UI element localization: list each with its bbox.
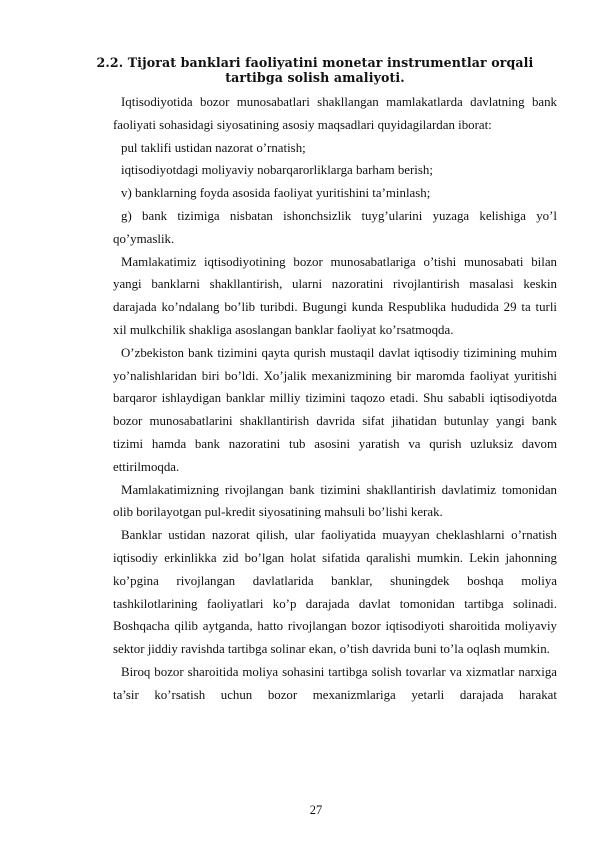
body-text	[113, 91, 557, 707]
paragraph: O’zbekiston bank tizimini qayta qurish mustaqil davlat iqtisodiy tizimining muhim yo’nalishlaridan biri bo’ldi. Xo’jalik mexanizmining bir maromda faoliyat yuritishi barqaror ishlaydigan banklar milliy tizimini taqozo etadi. Shu sababli iqtisodiyotda bozor munosabatlarini shakllantirish davrida sifat jihatidan butunlay yangi bank tizimi hamda bank nazoratini tub asosini yaratish va qurish uzluksiz davom ettirilmoqda.	[113, 345, 557, 474]
heading-line-2: tartibga solish amaliyoti.	[225, 70, 405, 85]
list-item: v) banklarning foyda asosida faoliyat yuritishini ta’minlash;	[121, 186, 431, 201]
paragraph: Mamlakatimiz iqtisodiyotining bozor munosabatlariga o’tishi munosabati bilan yangi banklarni shakllantirish, ularni nazoratini rivojlantirish masalasi keskin darajada ko’ndalang bo’lib turibdi. Bugungi kunda Respublika hududida 29 ta turli xil mulkchilik shakliga asoslangan banklar faoliyat ko’rsatmoqda.	[113, 254, 557, 337]
paragraph: Mamlakatimizning rivojlangan bank tizimini shakllantirish davlatimiz tomonidan olib borilayotgan pul-kredit siyosatining mahsuli bo’lishi kerak.	[113, 482, 557, 520]
list-item: g) bank tizimiga nisbatan ishonchsizlik tuyg’ularini yuzaga kelishiga yo’l qo’ymaslik.	[113, 208, 557, 246]
page-number: 27	[309, 803, 323, 817]
heading-line-1: 2.2. Tijorat banklari faoliyatini monetar instrumentlar orqali	[96, 55, 534, 70]
section-heading	[95, 55, 535, 85]
paragraph-intro: Iqtisodiyotida bozor munosabatlari shakllangan mamlakatlarda davlatning bank faoliyati sohasidagi siyosatining asosiy maqsadlari quyidagilardan iborat:	[113, 95, 557, 132]
paragraph: Biroq bozor sharoitida moliya sohasini tartibga solish tovarlar va xizmatlar narxiga ta’sir ko’rsatish uchun bozor mexanizmlariga yetarli darajada harakat	[113, 664, 557, 702]
list-item: pul taklifi ustidan nazorat o’rnatish;	[121, 140, 306, 155]
paragraph: Banklar ustidan nazorat qilish, ular faoliyatida muayyan cheklashlarni o’rnatish iqtisodiy erkinlikka zid bo’lgan holat sifatida qaralishi mumkin. Lekin jahonning ko’pgina rivojlangan davlatlarida banklar, shuningdek boshqa moliya tashkilotlarining faoliyatlari ko’p darajada davlat tomonidan tartibga solinadi. Boshqacha qilib aytganda, hatto rivojlangan bozor iqtisodiyoti sharoitida moliyaviy sektor jiddiy ravishda tartibga solinar ekan, o’tish davrida buni to’la oqlash mumkin.	[113, 528, 557, 657]
list-item: iqtisodiyotdagi moliyaviy nobarqarorliklarga barham berish;	[121, 163, 433, 178]
